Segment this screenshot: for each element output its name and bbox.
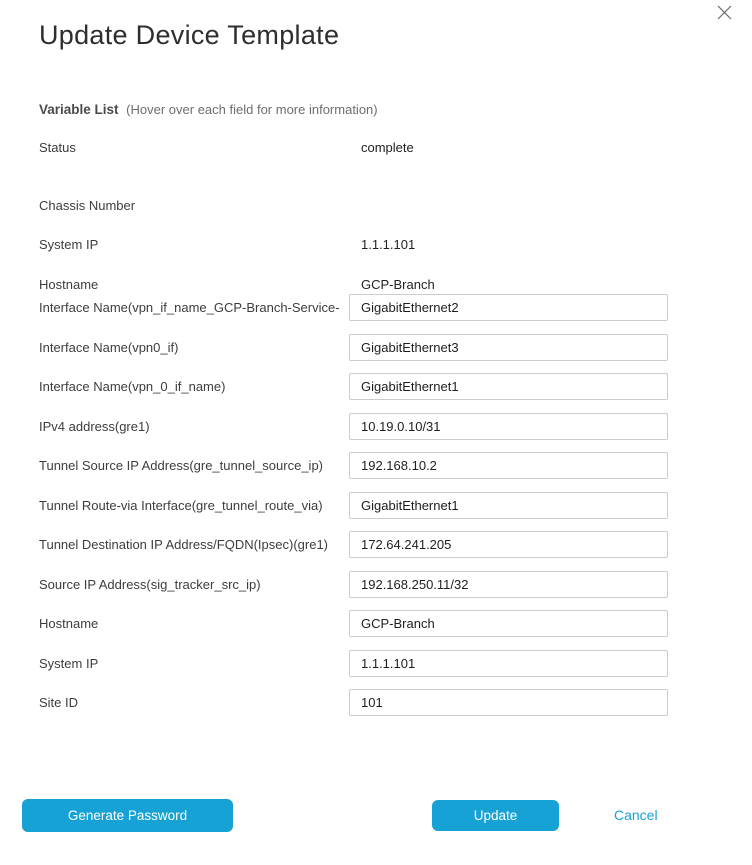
row-label: System IP — [39, 237, 99, 252]
row-label: Tunnel Destination IP Address/FQDN(Ipsec)(gre1) — [39, 537, 329, 552]
row-label: Source IP Address(sig_tracker_src_ip) — [39, 576, 261, 592]
interface-name-vpn0-if-input[interactable] — [349, 334, 668, 361]
row-label: Status — [39, 140, 76, 155]
row-label: Interface Name(vpn_0_if_name) — [39, 379, 226, 394]
row-label: Hostname — [39, 616, 99, 631]
row-label: Chassis Number — [39, 198, 136, 213]
tunnel-source-ip-input[interactable] — [349, 452, 668, 479]
row-label: Site ID — [39, 695, 79, 710]
row-tunnel-source-ip — [39, 452, 668, 479]
row-label: System IP — [39, 655, 99, 671]
close-button[interactable] — [715, 5, 733, 23]
variable-list-hint: (Hover over each field for more information) — [126, 102, 378, 117]
row-chassis-number — [39, 197, 668, 215]
update-button[interactable]: Update — [432, 800, 559, 831]
row-ipv4-address-gre1 — [39, 413, 668, 440]
row-tunnel-destination-ip — [39, 531, 668, 558]
cancel-button[interactable]: Cancel — [614, 799, 658, 832]
row-interface-name-service — [39, 294, 668, 321]
row-value: GCP-Branch — [361, 277, 435, 292]
row-label: Tunnel Route-via Interface(gre_tunnel_route_via) — [39, 497, 323, 513]
row-tunnel-route-via — [39, 492, 668, 519]
row-interface-name-vpn-0-if-name — [39, 373, 668, 400]
interface-name-service-input[interactable] — [349, 294, 668, 321]
row-hostname-input — [39, 610, 668, 637]
row-system-ip — [39, 236, 668, 254]
row-status — [39, 139, 668, 157]
row-system-ip-input — [39, 650, 668, 677]
source-ip-sig-tracker-input[interactable] — [349, 571, 668, 598]
variable-list — [39, 139, 668, 729]
system-ip-input[interactable] — [349, 650, 668, 677]
row-label: Interface Name(vpn_if_name_GCP-Branch-Service- — [39, 300, 340, 315]
close-icon — [717, 5, 732, 23]
row-interface-name-vpn0-if — [39, 334, 668, 361]
row-value: 1.1.1.101 — [361, 237, 416, 252]
variable-list-header — [39, 102, 378, 117]
interface-name-vpn-0-if-name-input[interactable] — [349, 373, 668, 400]
site-id-input[interactable] — [349, 689, 668, 716]
row-value: complete — [361, 140, 414, 155]
row-site-id — [39, 689, 668, 716]
variable-list-title: Variable List — [39, 102, 119, 117]
row-label: IPv4 address(gre1) — [39, 418, 150, 434]
row-source-ip-sig-tracker — [39, 571, 668, 598]
tunnel-route-via-input[interactable] — [349, 492, 668, 519]
page-title: Update Device Template — [39, 20, 340, 50]
hostname-input[interactable] — [349, 610, 668, 637]
ipv4-address-gre1-input[interactable] — [349, 413, 668, 440]
tunnel-destination-ip-input[interactable] — [349, 531, 668, 558]
row-label: Hostname — [39, 277, 99, 292]
row-label: Tunnel Source IP Address(gre_tunnel_source_ip) — [39, 458, 324, 473]
footer — [0, 799, 752, 833]
row-label: Interface Name(vpn0_if) — [39, 339, 179, 355]
row-hostname — [39, 276, 668, 294]
generate-password-button[interactable]: Generate Password — [22, 799, 233, 832]
